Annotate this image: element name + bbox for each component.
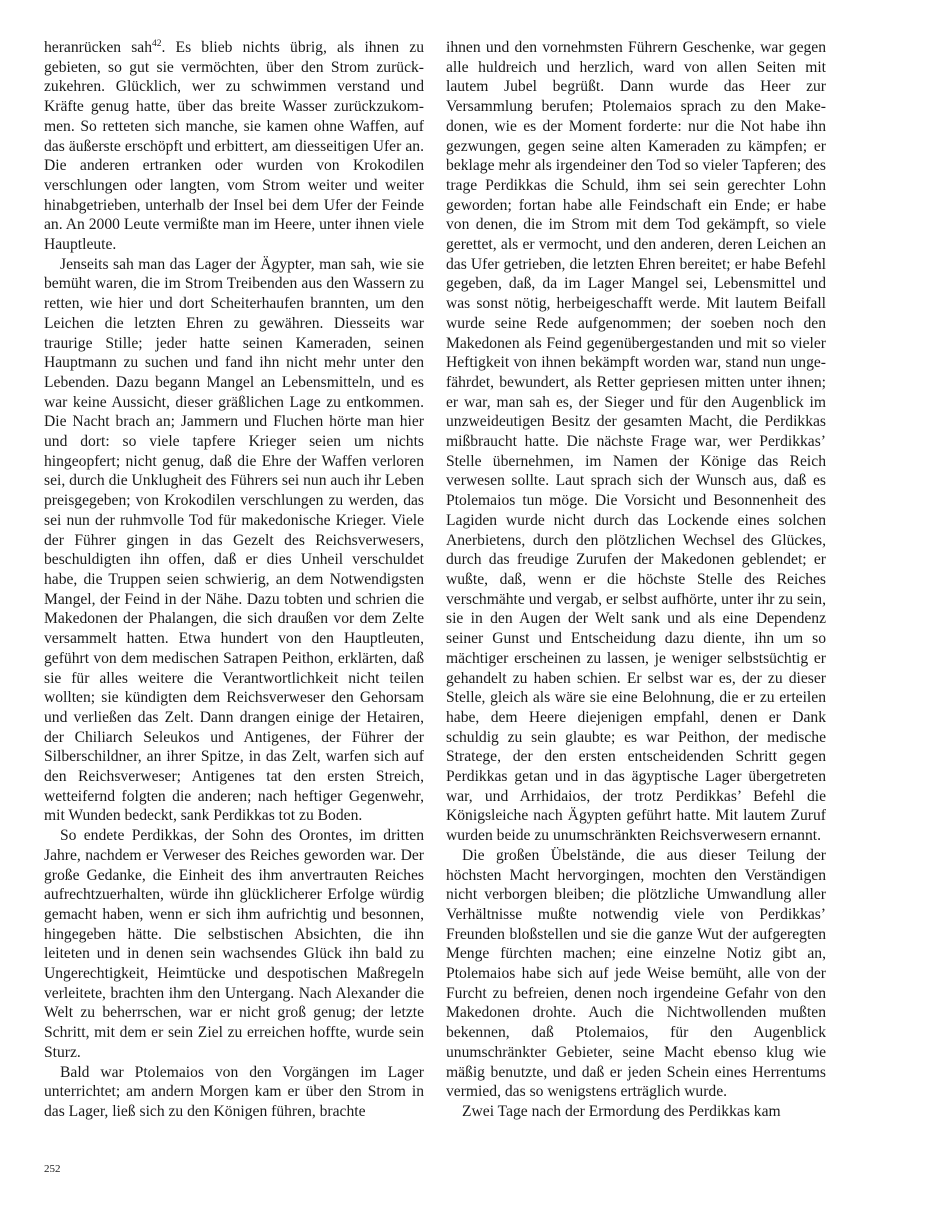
- footnote-marker[interactable]: 42: [152, 39, 162, 49]
- paragraph: [44, 38, 424, 255]
- paragraph-text: . Es blieb nichts übrig, als ihnen zu gebieten, so gut sie vermöchten, über den Strom zurückzukehren. Glücklich, wer zu schwimmen verstand und Kräfte genug hatte, über das breite Wasser zurückzukommen. So retteten sich manche, sie kamen ohne Waffen, auf das äußerste erschöpft und erbittert, am diesseitigen Ufer an. Die anderen ertranken oder wurden von Krokodilen verschlungen oder langten, vom Strom weiter und weiter hinabgetrieben, unterhalb der Insel bei dem Ufer der Feinde an. An 2000 Leute vermißte man im Heere, unter ihnen viele Hauptleute.: [44, 39, 424, 254]
- paragraph: Jenseits sah man das Lager der Ägypter, man sah, wie sie bemüht waren, die im Strom Treibenden aus den Wassern zu retten, wie hier und dort Scheiterhaufen brannten, um den Leichen die letzten Ehren zu gewähren. Diesseits war traurige Stille; jeder hatte seinen Kameraden, seinen Hauptmann zu suchen und fand ihn nicht mehr unter den Lebenden. Dazu begann Mangel an Lebensmitteln, und es war keine Aussicht, dieser gräßlichen Lage zu entkommen. Die Nacht brach an; Jammern und Fluchen hörte man hier und dort: so viele tapfere Krieger seien um nichts hingeopfert; nicht genug, daß die Ehre der Waffen verloren sei, durch die Unklugheit des Führers sei nun auch ihr Leben preisgegeben; von Krokodilen verschlungen zu werden, das sei nun der ruhmvolle Tod für makedonische Krieger. Viele der Führer gingen in das Gezelt des Reichsverwesers, beschuldigten ihn offen, daß er dies Unheil verschuldet habe, die Truppen seien schwierig, an dem Notwendigsten Mangel, der Feind in der Nähe. Dazu tobten und schrien die Makedonen der Phalangen, die sich draußen vor dem Zelte versammelt hatten. Etwa hundert von den Hauptleuten, geführt von dem medischen Satrapen Peithon, erklärten, daß sie für alles weitere die Verantwortlichkeit nicht teilen wollten; sie kündigten dem Reichsverweser den Gehorsam und verließen das Zelt. Dann drangen einige der Hetairen, der Chiliarch Seleukos und Antigenes, der Führer der Silberschildner, an ihrer Spitze, in das Zelt, warfen sich auf den Reichsverweser; Antigenes tat den ersten Streich, wetteifernd folgten die anderen; nach heftiger Gegenwehr, mit Wunden bedeckt, sank Perdikkas tot zu Boden.: [44, 255, 424, 825]
- paragraph: Bald war Ptolemaios von den Vorgängen im Lager unterrichtet; am andern Morgen kam er über den Strom in das Lager, ließ sich zu den Königen führen, brachte: [44, 1063, 424, 1120]
- paragraph: ihnen und den vornehmsten Führern Geschenke, war gegen alle huldreich und herzlich, ward von allen Seiten mit lautem Jubel begrüßt. Dann wurde das Heer zur Versammlung berufen; Ptolemaios sprach zu den Makedonen, wie es der Moment forderte: nur die Not habe ihn gezwungen, gegen seine alten Kameraden zu kämpfen; er beklage mehr als irgendeiner den Tod so vieler Tapferen; des trage Perdikkas die Schuld, ihm sei sein gerechter Lohn geworden; fortan habe alle Feindschaft ein Ende; er habe von denen, die im Strom mit dem Tod gekämpft, so viele gerettet, als er vermocht, und den anderen, deren Leichen an das Ufer getrieben, die letzten Ehren bereitet; er habe Befehl gegeben, daß, da im Lager Mangel sei, Lebensmittel und was sonst nötig, herbeigeschafft werde. Mit lautem Beifall wurde seine Rede aufgenommen; der soeben noch den Makedonen als Feind gegenübergestanden und mit so vieler Heftigkeit von ihnen bekämpft worden war, stand nun ungefährdet, bewundert, als Retter gepriesen mitten unter ihnen; er war, man sah es, der Sieger und für den Augenblick im unzweideutigen Besitz der gesamten Macht, die Perdikkas mißbraucht hatte. Die nächste Frage war, wer Perdikkas’ Stelle übernehmen, im Namen der Könige das Reich verwesen sollte. Laut sprach sich der Wunsch aus, daß es Ptolemaios tun möge. Die Vorsicht und Besonnenheit des Lagiden wurde nicht durch das Lockende eines solchen Anerbietens, durch den plötzlichen Wechsel des Glückes, durch das freudige Zurufen der Makedonen geblendet; er wußte, daß, wenn er die höchste Stelle des Reiches verschmähte und vergab, er selbst aufhörte, unter ihr zu sein, sie in den Augen der Welt sank und als eine Dependenz seiner Gunst und Entscheidung dazu diente, ihn um so mächtiger erscheinen zu lassen, je weniger selbstsüchtig er gehandelt zu haben schien. Er selbst war es, der zu dieser Stelle, gleich als wäre sie eine Belohnung, die er zu erteilen habe, dem Heere diejenigen empfahl, denen er Dank schuldig zu sein glaubte; es war Peithon, der medische Stratege, der den ersten entscheidenden Schritt gegen Perdikkas getan und in das ägyptische Lager übergetreten war, und Arrhidaios, der trotz Perdikkas’ Befehl die Königsleiche nach Ägypten geführt hatte. Mit lautem Zuruf wurden beide zu unumschränkten Reichsverwesern ernannt.: [446, 39, 826, 845]
- paragraph-text: heranrücken sah: [44, 39, 152, 56]
- paragraph: Zwei Tage nach der Ermordung des Perdikkas kam: [462, 1102, 781, 1120]
- page-number: 252: [44, 1163, 61, 1175]
- right-column: [446, 38, 826, 1122]
- paragraph: So endete Perdikkas, der Sohn des Orontes, im dritten Jahre, nachdem er Verweser des Reiches geworden war. Der große Gedanke, die Einheit des ihm anvertrauten Reiches aufrechtzuerhalten, würde ihn glücklicherer Erfolge würdig gemacht haben, wenn er sich ihm aufrichtig und besonnen, hingegeben hätte. Die selbstischen Absichten, die ihn leiteten und in denen sein wachsendes Glück ihn bald zu Ungerechtigkeit, Heimtücke und despotischen Maßregeln verleitete, brachten ihm den Untergang. Nach Alexander die Welt zu beherrschen, war er nicht groß genug; der letzte Schritt, mit dem er sein Ziel zu erreichen hoffte, wurde sein Sturz.: [44, 827, 424, 1061]
- left-column: [44, 38, 424, 1122]
- paragraph: Die großen Übelstände, die aus dieser Teilung der höchsten Macht hervorgingen, mochten den Verständigen nicht verborgen bleiben; die plötzliche Umwandlung aller Verhältnisse mußte notwendig viele von Perdikkas’ Freunden bloßstellen und sie die ganze Wut der aufgeregten Menge fürchten machen; eine einzelne Notiz gibt an, Ptolemaios habe sich auf jede Weise bemüht, alle von der Furcht zu befreien, denen noch irgendeine Gefahr von den Makedonen drohte. Auch die Nichtwollenden mußten bekennen, daß Ptolemaios, für den Augenblick unumschränkter Gebieter, seine Macht ebenso klug wie mäßig benutzte, und daß er jeden Schein eines Herrentums vermied, das so wenigstens erträglich wurde.: [446, 846, 826, 1101]
